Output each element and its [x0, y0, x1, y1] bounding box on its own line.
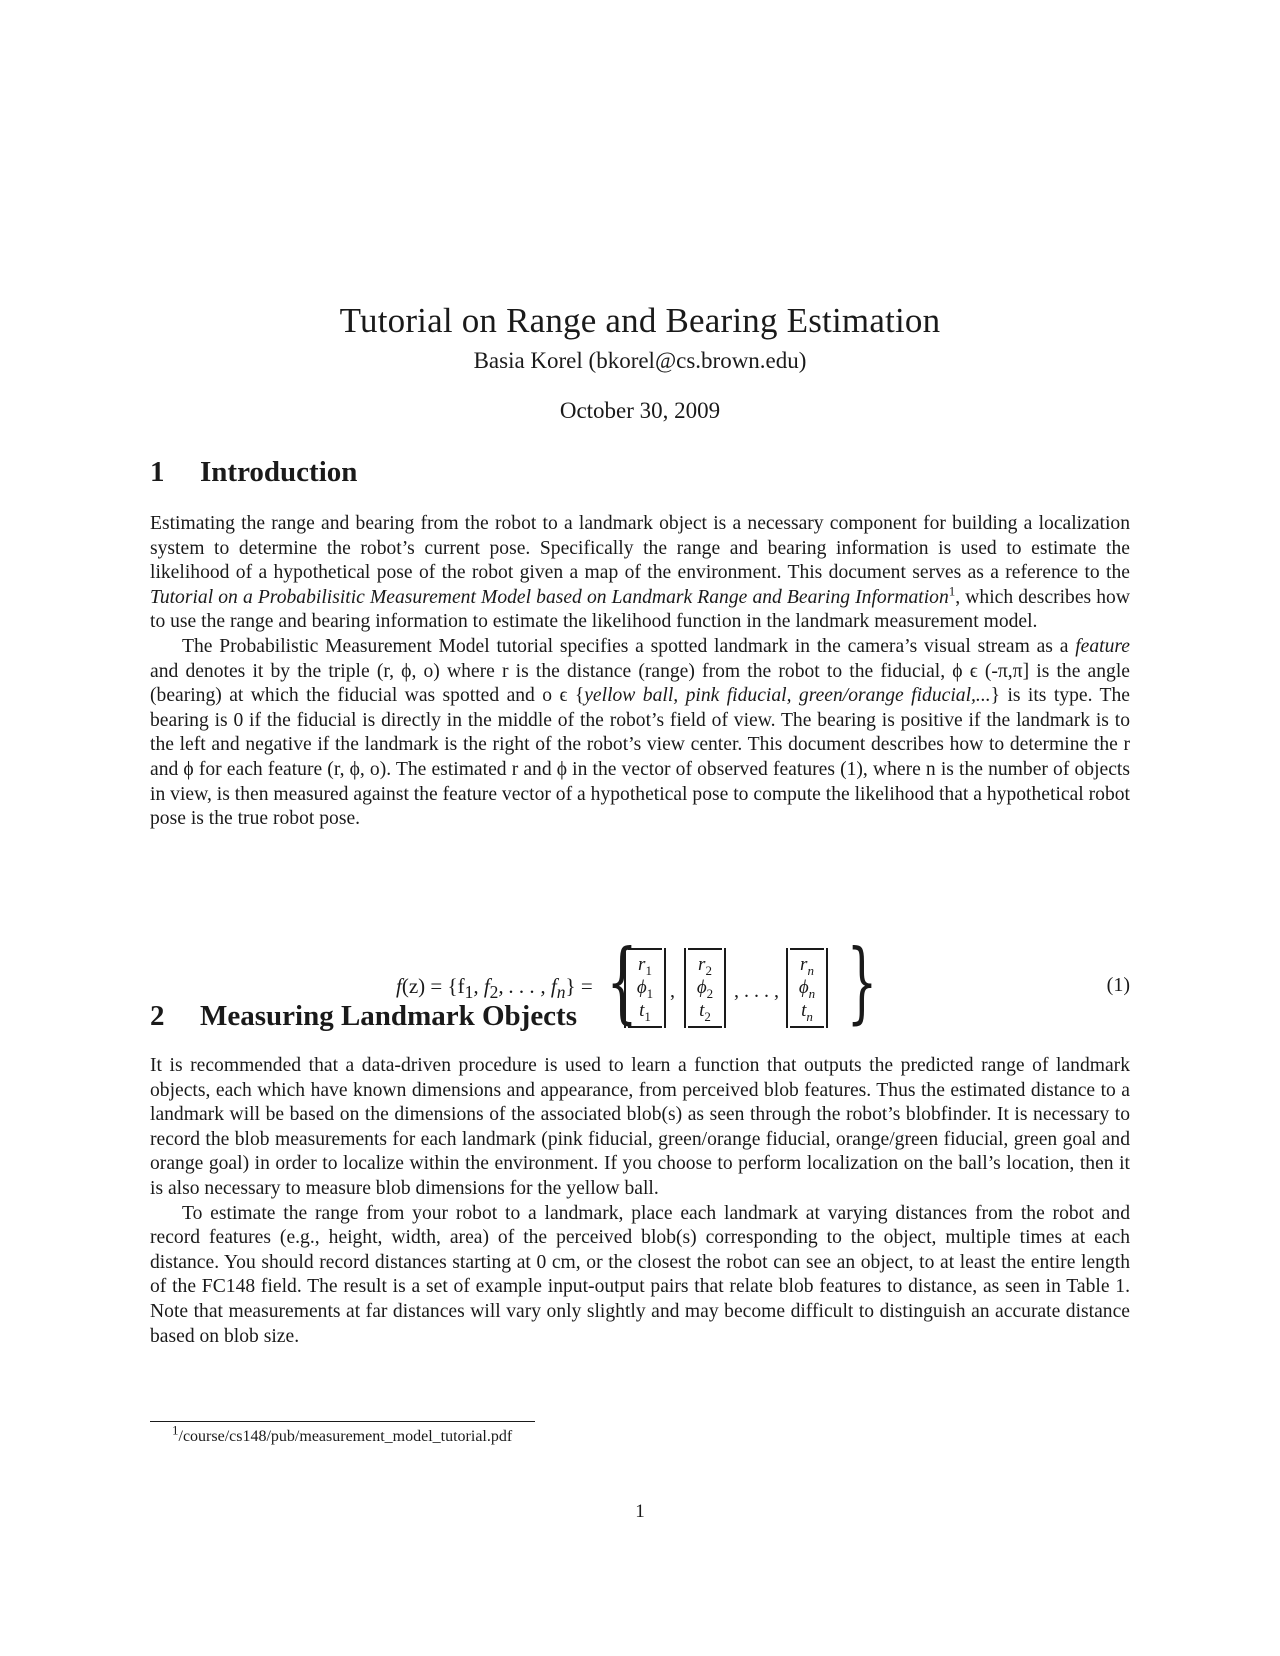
feature-vector-1	[628, 948, 662, 1028]
eq-subscript: 1	[646, 985, 654, 1001]
eq-symbol: ϕ	[798, 977, 809, 998]
eq-symbol: ϕ	[636, 977, 647, 998]
paper-title: Tutorial on Range and Bearing Estimation	[339, 301, 941, 341]
vector-range	[790, 954, 824, 979]
eq-subscript: 1	[464, 982, 474, 1003]
eq-subscript: 2	[704, 1008, 711, 1024]
intro-paragraph-2	[150, 635, 1130, 832]
eq-subscript: 1	[644, 1008, 651, 1024]
equation-number: (1)	[1106, 974, 1130, 996]
text-run: The Probabilistic Measurement Model tutorial specifies a spotted landmark in the camera’s visual stream as a	[182, 635, 1076, 657]
eq-symbol: t	[801, 1000, 807, 1021]
eq-subscript: 1	[645, 962, 652, 978]
eq-symbol: r	[638, 954, 646, 975]
eq-symbol: , f	[473, 974, 490, 998]
measuring-body	[150, 1054, 1130, 1349]
equation-lhs	[396, 974, 593, 1003]
vector-type	[628, 1000, 662, 1025]
text-run: Estimating the range and bearing from the robot to a landmark object is a necessary component for building a localization system to determine the robot’s current pose. Specifically the range and bearing information is used to estimate the likelihood of a hypothetical pose of the robot given a map of the environment. This document serves as a reference to the	[150, 513, 1130, 584]
text-run: } is its type. The bearing is 0 if the fiducial is directly in the middle of the robot’s field of view. The bearing is positive if the landmark is to the left and negative if the landmark is the right of the robot’s view center. This document describes how to determine the r and ϕ for each feature (r, ϕ, o). The estimated r and ϕ in the vector of observed features (1), where n is the number of objects in view, is then measured against the feature vector of a hypothetical pose to compute the likelihood that a hypothetical robot pose is the true robot pose.	[150, 685, 1131, 830]
introduction-body	[150, 512, 1130, 832]
left-brace: {	[606, 930, 638, 1033]
footnote-text: /course/cs148/pub/measurement_model_tutorial.pdf	[178, 1428, 513, 1445]
footnote-rule	[150, 1421, 535, 1422]
author-line: Basia Korel (bkorel@cs.brown.edu)	[473, 348, 807, 373]
text-run: and denotes it by the triple (r, ϕ, o) where r is the distance (range) from the robot to the fiducial, ϕ ϵ (-π,π] is the angle (bearing) at which the fiducial was spotted and o ϵ {	[150, 660, 1130, 707]
eq-comma: ,	[670, 980, 675, 1002]
section-number: 1	[150, 456, 165, 488]
measuring-paragraph-1: It is recommended that a data-driven procedure is used to learn a function that outputs the predicted range of landmark objects, each which have known dimensions and appearance, from perceived blob features. Thus the estimated distance to a landmark will be based on the dimensions of the associated blob(s) as seen through the robot’s blobfinder. It is necessary to record the blob measurements for each landmark (pink fiducial, green/orange fiducial, orange/green fiducial, green goal and orange goal) in order to localize within the environment. If you choose to perform localization on the ball’s location, then it is also necessary to measure blob dimensions for the yellow ball.	[150, 1055, 1130, 1199]
section-heading-introduction	[150, 456, 357, 489]
section-heading-measuring-landmark-objects	[150, 1000, 577, 1033]
intro-paragraph-1	[150, 512, 1130, 635]
eq-symbol: r	[800, 954, 808, 975]
section-title: Measuring Landmark Objects	[200, 1000, 577, 1032]
eq-subscript: 2	[706, 985, 714, 1001]
footnote-mark: 1	[172, 1422, 179, 1438]
feature-vector-n	[790, 948, 824, 1028]
vector-range	[688, 954, 722, 979]
feature-vector-2	[688, 948, 722, 1028]
eq-symbol: f	[396, 974, 402, 998]
eq-subscript: 2	[705, 962, 712, 978]
page-number: 1	[635, 1501, 645, 1522]
eq-symbol: ϕ	[696, 977, 707, 998]
eq-ellipsis: , . . . ,	[734, 980, 779, 1002]
section-title: Introduction	[200, 456, 358, 488]
vector-type	[790, 1000, 824, 1025]
eq-symbol: t	[699, 1000, 705, 1021]
footnote-mark: 1	[948, 583, 956, 599]
eq-subscript: n	[556, 982, 566, 1003]
eq-subscript: n	[808, 985, 816, 1001]
eq-symbol: t	[639, 1000, 645, 1021]
eq-symbol: , . . . , f	[498, 974, 557, 998]
vector-range	[628, 954, 662, 979]
vector-bearing	[790, 977, 824, 1002]
eq-subscript: 2	[489, 982, 499, 1003]
referenced-tutorial-title: Tutorial on a Probabilisitic Measurement Model based on Landmark Range and Bearing Information	[150, 586, 949, 608]
landmark-types: yellow ball, pink fiducial, green/orange fiducial,...	[584, 685, 991, 707]
eq-subscript: n	[807, 962, 814, 978]
footnote	[172, 1422, 513, 1446]
eq-symbol: } =	[565, 974, 593, 998]
vector-bearing	[688, 977, 722, 1002]
date-line: October 30, 2009	[559, 398, 721, 423]
eq-symbol: (z) = {f	[401, 974, 465, 998]
vector-type	[688, 1000, 722, 1025]
paper-page	[150, 0, 1130, 1656]
measuring-paragraph-2: To estimate the range from your robot to a landmark, place each landmark at varying distances from the robot and record features (e.g., height, width, area) of the perceived blob(s) corresponding to the object, multiple times at each distance. You should record distances starting at 0 cm, or the closest the robot can see an object, to at least the entire length of the FC148 field. The result is a set of example input-output pairs that relate blob features to distance, as seen in Table 1. Note that measurements at far distances will vary only slightly and may become difficult to distinguish an accurate distance based on blob size.	[150, 1202, 1130, 1347]
eq-symbol: r	[698, 954, 706, 975]
right-brace: }	[846, 930, 878, 1033]
feature-term: feature	[1075, 635, 1130, 657]
text-run: , which describes how to use the range and bearing information to estimate the likelihood function in the landmark measurement model.	[150, 586, 1130, 633]
section-number: 2	[150, 1000, 165, 1032]
vector-bearing	[628, 977, 662, 1002]
eq-subscript: n	[806, 1008, 813, 1024]
